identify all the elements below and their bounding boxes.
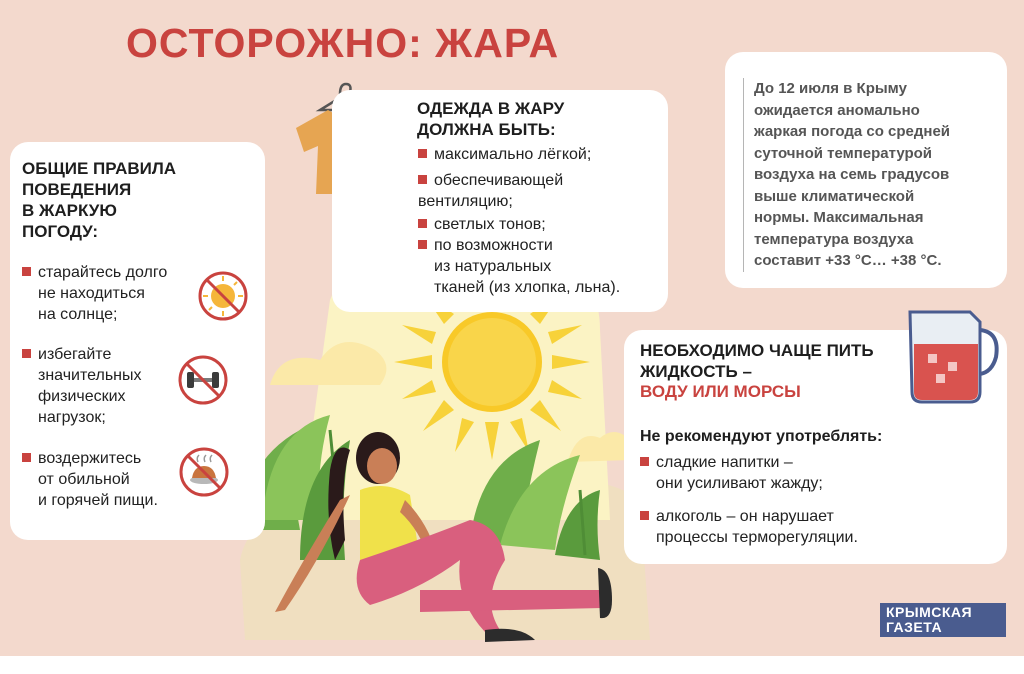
bullet-marker bbox=[22, 267, 31, 276]
forecast-text: До 12 июля в Крыму ожидается аномально жаркая погода со средней суточной температурой воздуха на семь градусов выше климатической нормы. Максимальная температура воздуха составит +33 °С… +38 °С. bbox=[743, 78, 993, 272]
clothing-item: светлых тонов; bbox=[418, 214, 546, 235]
bullet-marker bbox=[22, 453, 31, 462]
not-recommended-item: сладкие напитки – они усиливают жажду; bbox=[640, 452, 823, 494]
page-title: ОСТОРОЖНО: ЖАРА bbox=[126, 20, 560, 66]
bullet-marker bbox=[418, 240, 427, 249]
bullet-marker bbox=[418, 149, 427, 158]
forecast-card bbox=[725, 52, 1007, 288]
drinking-accent: ВОДУ ИЛИ МОРСЫ bbox=[640, 382, 801, 401]
krymskaya-gazeta-logo: КРЫМСКАЯ ГАЗЕТА bbox=[880, 603, 1006, 637]
juice-jug-icon bbox=[900, 302, 1004, 406]
rule-item-food: воздержитесь от обильной и горячей пищи. bbox=[22, 448, 158, 511]
no-sun-icon bbox=[197, 270, 249, 322]
no-dumbbell-icon bbox=[177, 354, 229, 406]
clothing-card bbox=[332, 90, 668, 312]
drinking-heading: НЕОБХОДИМО ЧАЩЕ ПИТЬ ЖИДКОСТЬ – bbox=[640, 341, 874, 381]
bullet-marker bbox=[640, 457, 649, 466]
bullet-marker bbox=[418, 219, 427, 228]
not-recommended-item: алкоголь – он нарушает процессы терморегуляции. bbox=[640, 506, 858, 548]
not-recommended-heading: Не рекомендуют употреблять: bbox=[640, 428, 883, 445]
clothing-heading: ОДЕЖДА В ЖАРУ ДОЛЖНА БЫТЬ: bbox=[417, 99, 565, 139]
bullet-marker bbox=[640, 511, 649, 520]
clothing-item: максимально лёгкой; bbox=[418, 144, 591, 165]
clothing-item: по возможности из натуральных тканей (из хлопка, льна). bbox=[418, 235, 620, 298]
bullet-marker bbox=[22, 349, 31, 358]
behavior-rules-heading: ОБЩИЕ ПРАВИЛА ПОВЕДЕНИЯ В ЖАРКУЮ ПОГОДУ: bbox=[22, 159, 177, 241]
rule-item-sun: старайтесь долго не находиться на солнце; bbox=[22, 262, 167, 325]
clothing-item: обеспечивающей вентиляцию; bbox=[418, 172, 564, 210]
rule-item-exercise: избегайте значительных физических нагрузок; bbox=[22, 344, 142, 428]
bullet-marker bbox=[418, 175, 427, 184]
no-hot-food-icon bbox=[178, 446, 230, 498]
behavior-rules-card bbox=[10, 142, 265, 540]
